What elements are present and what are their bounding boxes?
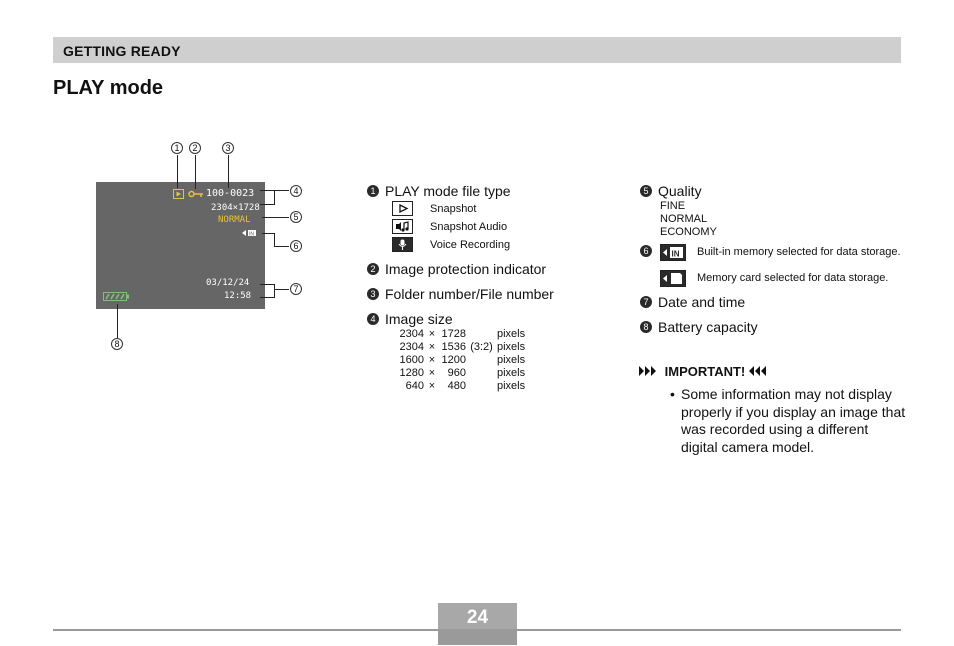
size-times: × xyxy=(428,327,436,340)
callout-3: 3 xyxy=(222,142,234,154)
size-height: 1200 xyxy=(441,353,466,366)
item-label: Image protection indicator xyxy=(385,261,547,277)
size-height: 960 xyxy=(447,366,466,379)
item-number-2: 2 xyxy=(367,263,379,275)
svg-text:IN: IN xyxy=(249,231,254,237)
item-number-8: 8 xyxy=(640,321,652,333)
bullet: • xyxy=(670,386,675,402)
leader-line-7a xyxy=(260,284,275,285)
size-times: × xyxy=(428,340,436,353)
important-title: IMPORTANT! xyxy=(664,364,746,379)
important-arrows-left-icon xyxy=(639,365,661,377)
camera-lcd-screen xyxy=(96,182,265,309)
size-width: 1280 xyxy=(399,366,424,379)
important-heading xyxy=(639,364,771,379)
leader-line-5 xyxy=(262,217,289,218)
size-unit: pixels xyxy=(497,353,526,366)
size-unit: pixels xyxy=(497,327,526,340)
size-ratio xyxy=(466,366,497,379)
size-width: 640 xyxy=(405,379,424,392)
item-image-protection xyxy=(367,261,546,277)
size-ratio xyxy=(466,327,497,340)
table-row xyxy=(395,327,525,340)
page-number: 24 xyxy=(466,607,489,628)
type-voice-recording: Voice Recording xyxy=(430,239,511,251)
item-battery-capacity xyxy=(640,319,758,335)
important-arrows-right-icon xyxy=(749,365,771,377)
callout-6: 6 xyxy=(290,240,302,252)
size-width: 1600 xyxy=(399,353,424,366)
important-note xyxy=(670,386,906,456)
item-image-size xyxy=(367,311,453,327)
memory-card-text: Memory card selected for data storage. xyxy=(697,272,889,284)
item-quality xyxy=(640,183,702,199)
memory-card-icon xyxy=(660,270,686,287)
item-label: Image size xyxy=(385,311,453,327)
leader-line-3 xyxy=(228,155,229,188)
leader-line-1 xyxy=(177,155,178,188)
callout-1: 1 xyxy=(171,142,183,154)
size-width: 2304 xyxy=(399,340,424,353)
leader-line-2 xyxy=(195,155,196,189)
callout-5: 5 xyxy=(290,211,302,223)
section-header-bar xyxy=(53,37,901,63)
leader-line-7b xyxy=(274,284,275,298)
item-label: PLAY mode file type xyxy=(385,183,511,199)
table-row xyxy=(395,366,525,379)
section-header-text: GETTING READY xyxy=(63,43,181,59)
item-number-6: 6 xyxy=(640,245,652,257)
size-ratio: (3:2) xyxy=(470,340,493,353)
table-row xyxy=(395,353,525,366)
item-label: Quality xyxy=(658,183,702,199)
microphone-icon xyxy=(392,237,413,252)
lcd-time: 12:58 xyxy=(224,291,252,301)
builtin-memory-icon xyxy=(660,244,686,261)
snapshot-play-icon xyxy=(392,201,413,216)
protect-key-icon xyxy=(188,190,204,198)
leader-line-4c xyxy=(260,204,275,205)
lcd-date: 03/12/24 xyxy=(206,278,250,288)
type-snapshot: Snapshot xyxy=(430,203,477,215)
table-row xyxy=(395,340,525,353)
item-folder-file-number xyxy=(367,286,554,302)
item-number-5: 5 xyxy=(640,185,652,197)
item-play-mode-file-type xyxy=(367,183,511,199)
item-label: Battery capacity xyxy=(658,319,758,335)
size-times: × xyxy=(428,379,436,392)
builtin-memory-text: Built-in memory selected for data storage. xyxy=(697,246,901,258)
lcd-file-number: 100-0023 xyxy=(206,188,255,199)
item-label: Date and time xyxy=(658,294,746,310)
callout-8: 8 xyxy=(111,338,123,350)
image-size-table xyxy=(395,327,525,392)
battery-icon xyxy=(103,292,129,301)
size-height: 1536 xyxy=(441,340,466,353)
leader-line-7d xyxy=(274,289,289,290)
item-date-time xyxy=(640,294,745,310)
leader-line-4b xyxy=(274,190,275,204)
item-label: Folder number/File number xyxy=(385,286,554,302)
leader-line-6c xyxy=(274,246,289,247)
important-note-text: Some information may not display properly if you display an image that was recorded using a different digital camera model. xyxy=(681,386,906,455)
page-title: PLAY mode xyxy=(53,77,164,99)
quality-option-economy: ECONOMY xyxy=(660,226,717,238)
svg-text:IN: IN xyxy=(671,249,680,259)
music-note-icon xyxy=(392,219,413,234)
leader-line-7c xyxy=(260,297,275,298)
callout-2: 2 xyxy=(189,142,201,154)
size-unit: pixels xyxy=(497,340,526,353)
size-width: 2304 xyxy=(399,327,424,340)
size-ratio xyxy=(466,379,497,392)
table-row xyxy=(395,379,525,392)
quality-option-normal: NORMAL xyxy=(660,213,708,225)
leader-line-8 xyxy=(117,304,118,338)
callout-4: 4 xyxy=(290,185,302,197)
type-snapshot-audio: Snapshot Audio xyxy=(430,221,508,233)
lcd-quality: NORMAL xyxy=(218,215,251,225)
lcd-image-size: 2304×1728 xyxy=(211,203,260,213)
size-unit: pixels xyxy=(497,379,526,392)
size-unit: pixels xyxy=(497,366,526,379)
size-height: 480 xyxy=(447,379,466,392)
quality-option-fine: FINE xyxy=(660,200,686,212)
size-height: 1728 xyxy=(441,327,466,340)
size-times: × xyxy=(428,353,436,366)
leader-line-6b xyxy=(274,233,275,247)
play-mode-icon xyxy=(173,189,184,199)
item-number-3: 3 xyxy=(367,288,379,300)
size-times: × xyxy=(428,366,436,379)
item-number-4: 4 xyxy=(367,313,379,325)
size-ratio xyxy=(466,353,497,366)
item-number-1: 1 xyxy=(367,185,379,197)
lcd-memory-icon xyxy=(242,229,257,237)
callout-7: 7 xyxy=(290,283,302,295)
item-number-7: 7 xyxy=(640,296,652,308)
